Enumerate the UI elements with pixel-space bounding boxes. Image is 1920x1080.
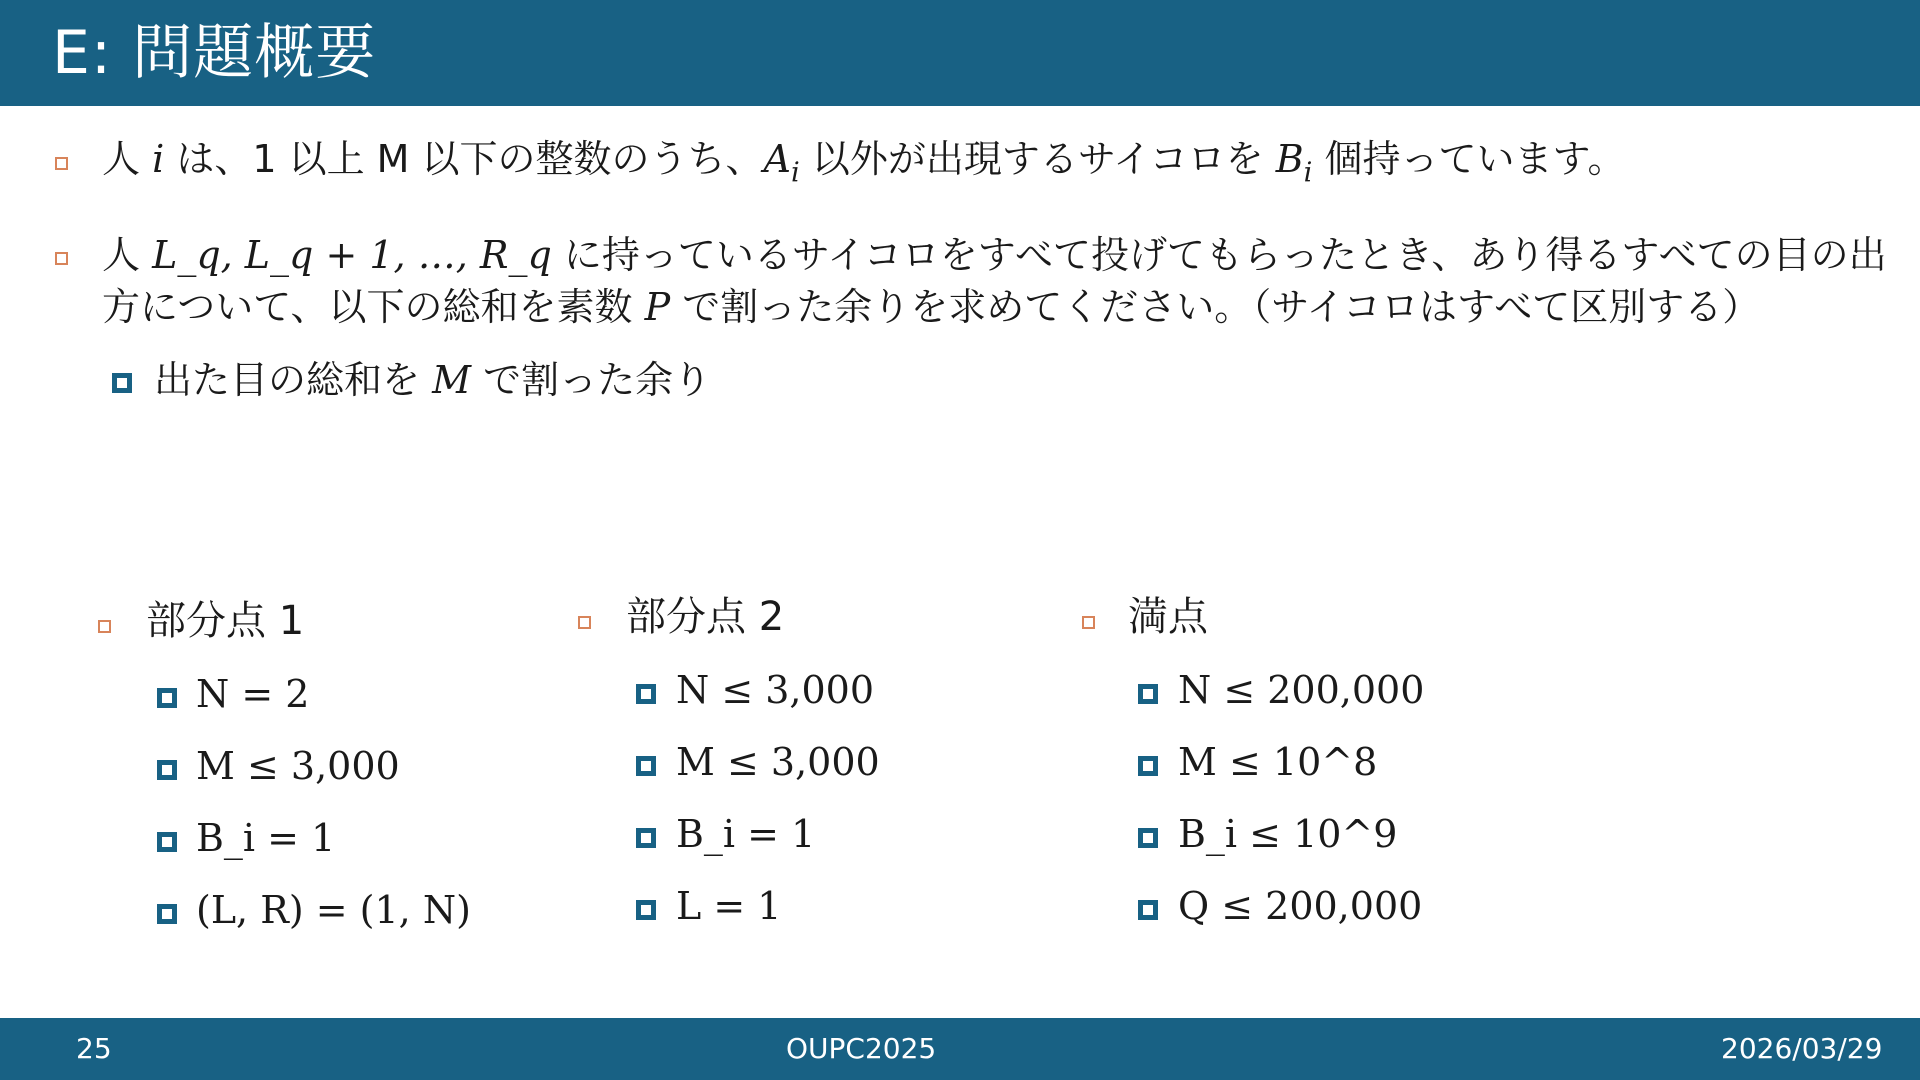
bullet-square-icon [55,157,68,170]
event-name: OUPC2025 [786,1032,937,1065]
page-number: 25 [76,1032,112,1065]
constraint-item: M ≤ 10^8 [1178,740,1378,784]
bullet-2-line-2: 方について、以下の総和を素数 P で割った余りを求めてください。（サイコロはすべて区別する） [102,285,1761,329]
constraint-item: (L, R) = (1, N) [196,888,471,932]
slide-title: E: 問題概要 [52,18,377,88]
bullet-1-text: 人 i は、1 以上 M 以下の整数のうち、$A_i$ 以外が出現するサイコロを $B_i$ 個持っています。 [102,137,1626,189]
constraint-item: N = 2 [196,672,310,716]
slide-date: 2026/03/29 [1721,1032,1883,1065]
bullet-square-icon [1082,616,1095,629]
bullet-square-icon [55,252,68,265]
sub-bullet-icon [157,688,177,708]
constraint-item: Q ≤ 200,000 [1178,884,1423,928]
sub-bullet-icon [636,900,656,920]
sub-bullet-icon [157,760,177,780]
constraint-item: M ≤ 3,000 [196,744,400,788]
bullet-square-icon [98,620,111,633]
constraint-item: B_i ≤ 10^9 [1178,812,1398,856]
footer-bar [0,1018,1920,1080]
sub-bullet-icon [1138,828,1158,848]
bullet-square-icon [578,616,591,629]
range-expression: L_q, L_q + 1, …, R_q [152,233,552,277]
constraint-item: B_i = 1 [676,812,816,856]
sub-bullet-icon [636,828,656,848]
sub-bullet-icon [1138,684,1158,704]
sub-bullet-text: 出た目の総和を M で割った余り [154,358,712,402]
sub-bullet-icon [636,684,656,704]
constraint-item: B_i = 1 [196,816,336,860]
constraint-item: M ≤ 3,000 [676,740,880,784]
column-heading-partial-2: 部分点 2 [626,594,785,640]
title-bar [0,0,1920,106]
sub-bullet-icon [1138,900,1158,920]
sub-bullet-icon [157,904,177,924]
sub-bullet-icon [112,373,132,393]
bullet-2-line-1: 人 L_q, L_q + 1, …, R_q に持っているサイコロをすべて投げてもらったとき、あり得るすべての目の出 [102,233,1887,277]
column-heading-full: 満点 [1128,594,1208,640]
constraint-item: L = 1 [676,884,782,928]
sub-bullet-icon [636,756,656,776]
constraint-item: N ≤ 200,000 [1178,668,1425,712]
column-heading-partial-1: 部分点 1 [146,598,305,644]
constraint-item: N ≤ 3,000 [676,668,875,712]
sub-bullet-icon [157,832,177,852]
sub-bullet-icon [1138,756,1158,776]
